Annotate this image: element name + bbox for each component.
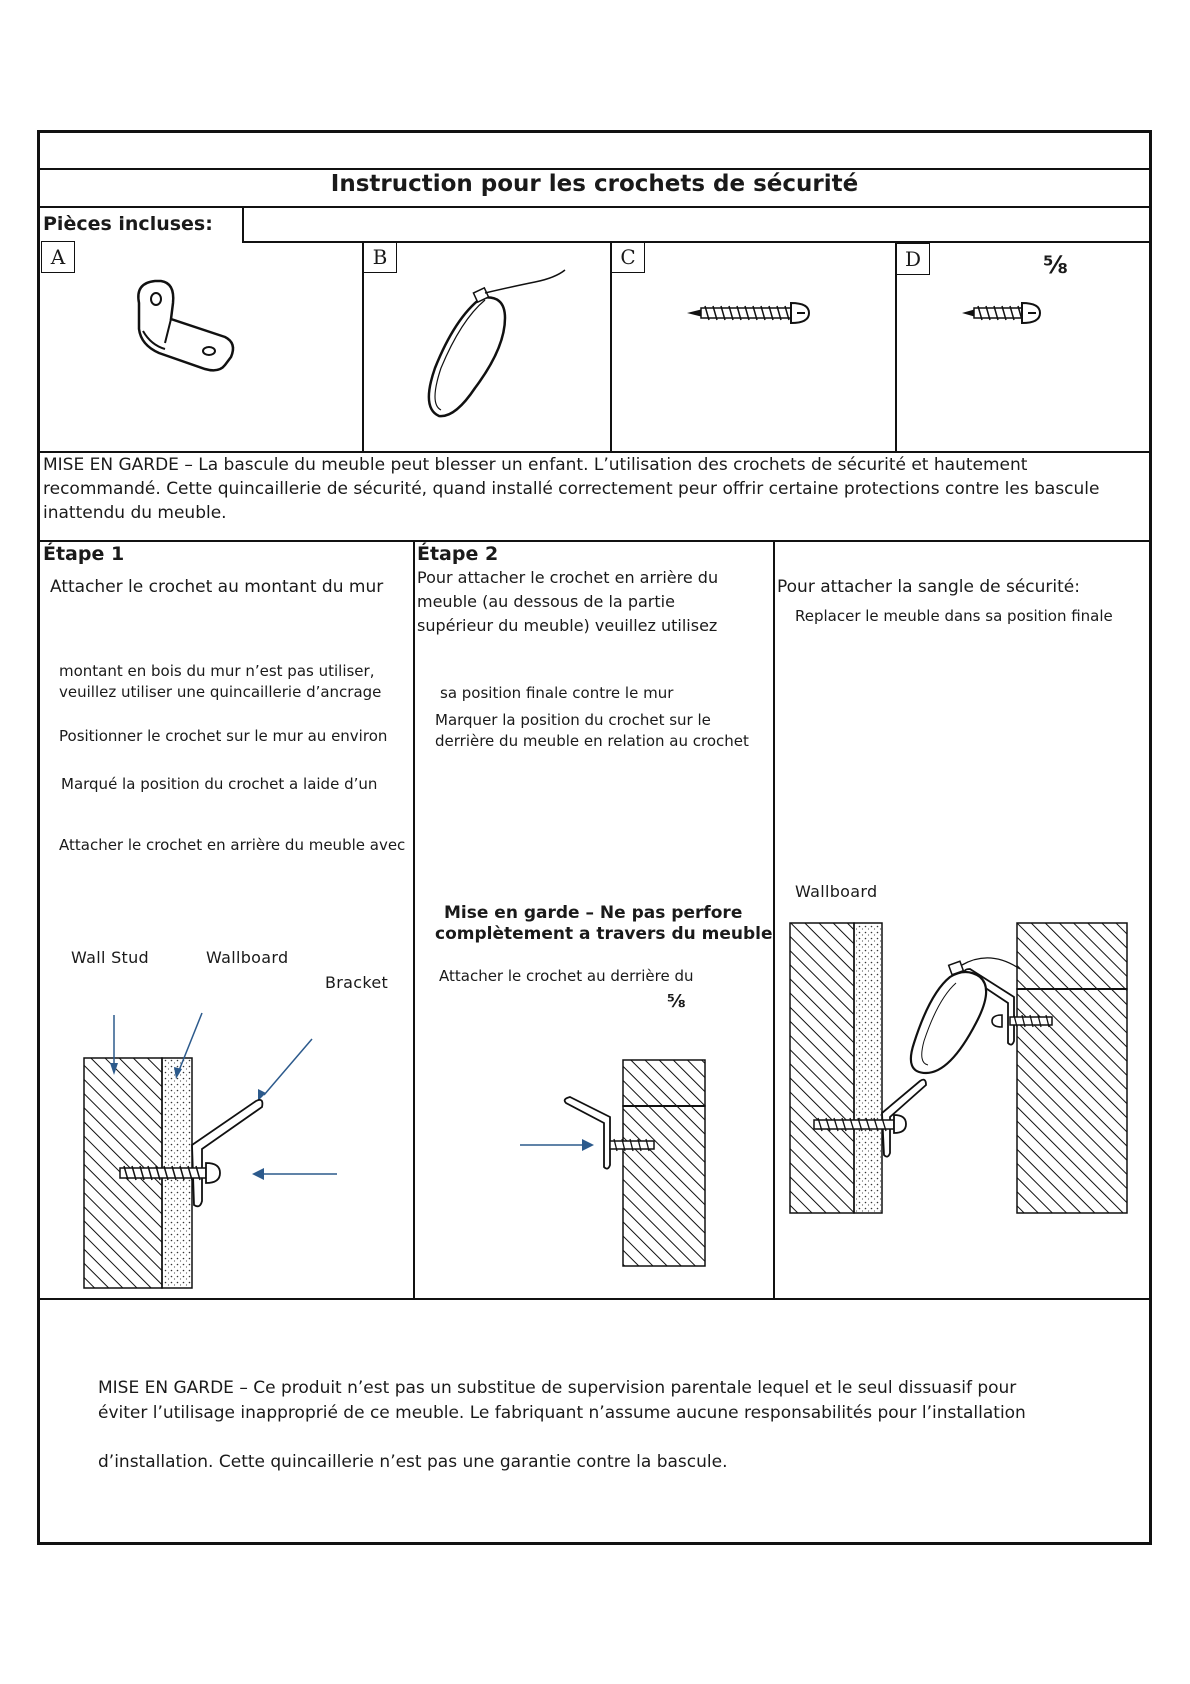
warning-top-line-1: MISE EN GARDE – La bascule du meuble peut blesser un enfant. L’utilisation des crochets de sécurité et hautement: [43, 455, 1028, 475]
warning-top-line-3: inattendu du meuble.: [43, 503, 227, 523]
step2-intro-a: Pour attacher le crochet en arrière du: [417, 568, 719, 587]
cable-strap-icon: [415, 268, 595, 438]
step2-line-3: Attacher le crochet au derrière du: [439, 967, 694, 985]
step3-subtitle: Pour attacher la sangle de sécurité:: [777, 577, 1080, 597]
step2-line-2a: Marquer la position du crochet sur le: [435, 711, 711, 729]
l-bracket-icon: [125, 273, 255, 383]
wallboard-label: Wallboard: [206, 948, 289, 967]
rule-parts-heading-divider: [242, 206, 244, 241]
step2-size: ⅝: [667, 991, 686, 1012]
rule-title-bottom: [40, 206, 1149, 208]
short-screw-icon: [960, 293, 1050, 333]
step1-wall-diagram: [80, 963, 410, 1293]
step1-line-1a: montant en bois du mur n’est pas utiliser,: [59, 662, 375, 680]
instruction-sheet: [37, 130, 1152, 1545]
page-title: Instruction pour les crochets de sécurité: [330, 171, 859, 197]
wall-stud-label: Wall Stud: [71, 948, 150, 967]
step1-line-3: Marqué la position du crochet a laide d’un: [61, 775, 378, 793]
part-label-a: A: [41, 241, 75, 273]
warning-bottom-line-1: MISE EN GARDE – Ce produit n’est pas un substitue de supervision parentale lequel et le seul dissuasif pour: [98, 1378, 1017, 1398]
rule-steps-bottom: [40, 1298, 1149, 1300]
rule-step-23: [773, 540, 775, 1298]
step2-line-2b: derrière du meuble en relation au crochet: [435, 732, 749, 750]
parts-heading: Pièces incluses:: [43, 213, 213, 235]
part-label-d: D: [896, 243, 930, 275]
step2-intro-c: supérieur du meuble) veuillez utilisez: [417, 616, 718, 635]
rule-step-12: [413, 540, 415, 1298]
step1-line-2: Positionner le crochet sur le mur au environ: [59, 727, 388, 745]
bracket-label: Bracket: [325, 973, 389, 992]
step2-furniture-diagram: [510, 1053, 740, 1283]
part-label-c: C: [611, 241, 645, 273]
part-d-size: ⅝: [1043, 251, 1068, 279]
part-label-b: B: [363, 241, 397, 273]
warning-bottom-line-2: éviter l’utilisage inapproprié de ce meuble. Le fabriquant n’assume aucune responsabilités pour l’installation: [98, 1403, 1026, 1423]
rule-title-top: [40, 168, 1149, 170]
step1-line-1b: veuillez utiliser une quincaillerie d’ancrage: [59, 683, 382, 701]
rule-warning-bottom: [40, 540, 1149, 542]
step1-line-4: Attacher le crochet en arrière du meuble avec: [59, 836, 406, 854]
warning-bottom-line-3: d’installation. Cette quincaillerie n’est pas une garantie contre la bascule.: [98, 1452, 728, 1472]
step1-subtitle: Attacher le crochet au montant du mur: [50, 577, 384, 597]
step2-caution-a: Mise en garde – Ne pas perfore: [444, 903, 743, 923]
step2-caution-b: complètement a travers du meuble: [435, 924, 773, 944]
long-screw-icon: [685, 293, 825, 333]
warning-top-line-2: recommandé. Cette quincaillerie de sécurité, quand installé correctement peur offrir certaine protections contre les bascule: [43, 479, 1100, 499]
step3-line-1: Replacer le meuble dans sa position finale: [795, 607, 1113, 625]
step3-strap-diagram: [780, 913, 1140, 1243]
step2-line-1: sa position finale contre le mur: [440, 684, 674, 702]
step1-heading: Étape 1: [43, 543, 125, 565]
step2-intro-b: meuble (au dessous de la partie: [417, 592, 675, 611]
step2-heading: Étape 2: [417, 543, 499, 565]
step3-wallboard-label: Wallboard: [795, 882, 878, 901]
